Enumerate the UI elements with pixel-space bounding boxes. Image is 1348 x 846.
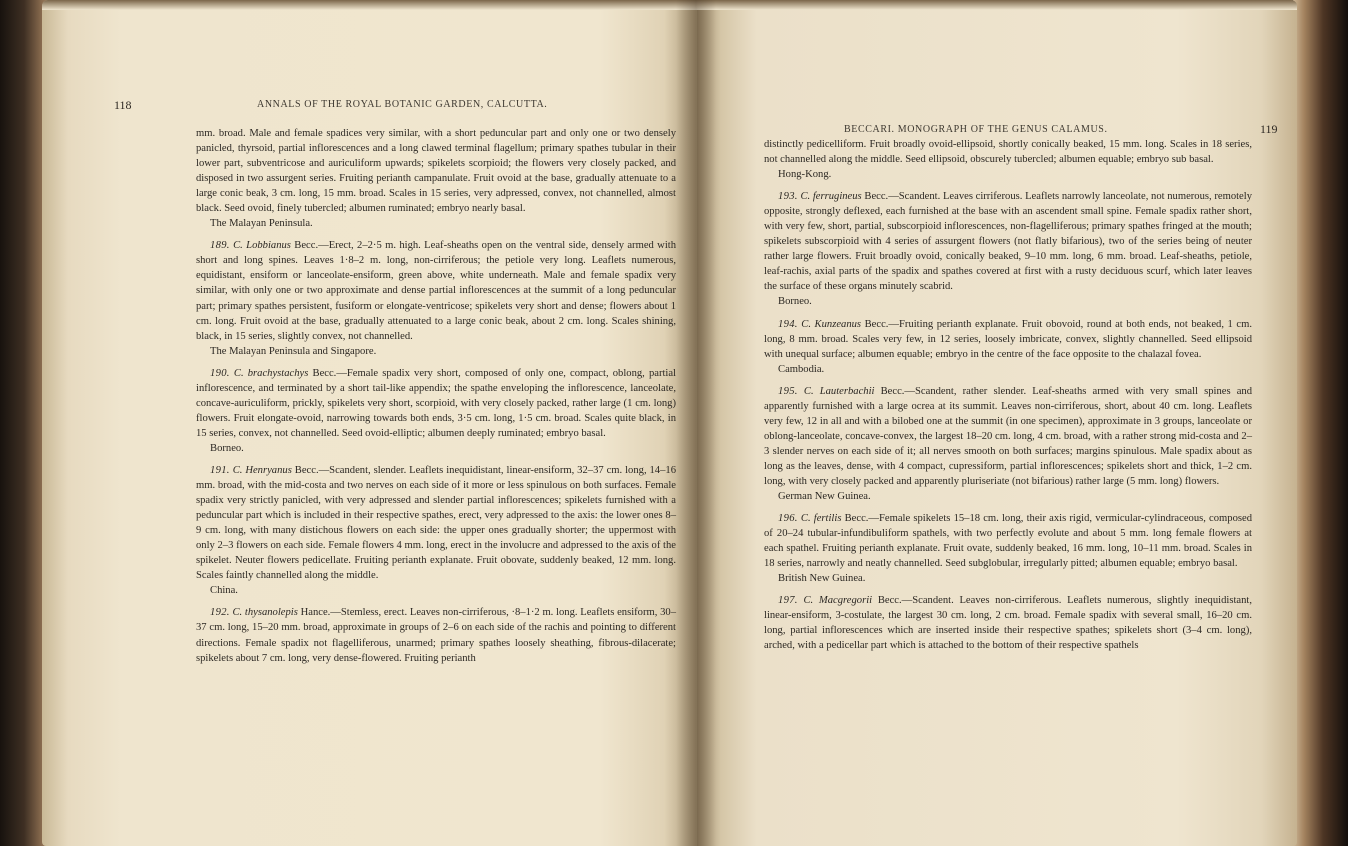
species-number: 195. bbox=[778, 385, 798, 397]
species-entry bbox=[196, 605, 676, 665]
locality: Borneo. bbox=[210, 442, 244, 454]
species-description: Becc.—Scandent. Leaves non-cirriferous. Leaflets numerous, slightly inequidistant, linear-ensiform, 3-costulate, the largest 30 cm. long, 2 cm. broad. Female spadix with several small, 16–20 cm. long, partial inflorescences which are inserted inside their respective spathes; spikelets short (3–4 cm. long), arched, with a pedicellar part which is attached to the bottom of their respective spathels bbox=[764, 595, 1252, 652]
species-number: 189. bbox=[210, 240, 230, 252]
left-page-top-edge bbox=[42, 0, 697, 10]
right-page bbox=[697, 0, 1297, 846]
species-number: 190. bbox=[210, 367, 230, 379]
species-entry bbox=[764, 511, 1252, 571]
running-header: BECCARI. MONOGRAPH OF THE GENUS CALAMUS. bbox=[844, 124, 1108, 135]
species-number: 194. bbox=[778, 318, 798, 330]
species-description: Becc.—Scandent, slender. Leaflets inequidistant, linear-ensiform, 32–37 cm. long, 14–16 mm. broad, with the mid-costa and two nerves on each side of it more or less spinulous on both surfaces. Female spadix very strictly panicled, with very adpressed and slender partial inflorescences; spikelets furnished with a peduncular part which is included in their respective spathes, erect, very adpressed to the axis: the lower ones 8–9 cm. long, with many distichous flowers on each side: the upper ones gradually shorter; the uppermost with only 2–3 flowers on each side. Female flowers 4 mm. long, erect in the involucre and adpressed to the axis of the spikelet. Neuter flowers pedicellate. Fruiting perianth explanate. Fruit obovate, suddenly beaked, 12 mm. long. Scales faintly channelled along the middle. bbox=[196, 464, 676, 582]
species-name: C. Henryanus bbox=[232, 464, 292, 476]
species-entry bbox=[196, 366, 676, 441]
species-entry bbox=[196, 238, 676, 343]
species-number: 196. bbox=[778, 513, 798, 525]
right-page-top-edge bbox=[697, 0, 1297, 10]
locality: Cambodia. bbox=[778, 363, 825, 375]
page-number: 119 bbox=[1260, 122, 1278, 136]
running-header: ANNALS OF THE ROYAL BOTANIC GARDEN, CALCUTTA. bbox=[257, 99, 548, 110]
species-number: 192. bbox=[210, 607, 230, 619]
species-name: C. ferrugineus bbox=[800, 191, 862, 203]
species-description: Becc.—Erect, 2–2·5 m. high. Leaf-sheaths open on the ventral side, densely armed with short and long spines. Leaves 1·8–2 m. long, non-cirriferous; the petiole very long. Leaflets numerous, equidistant, ensiform or lanceolate-ensiform, green above, white underneath. Male and female spadix very similar, with only one or two approximate and dense partial inflorescences at the summit of a long peduncular part; primary spathes persistent, fusiform or elongate-ventricose; spikelets very short and dense; flowers about 1 cm. long. Fruit ovoid at the base, gradually attenuated to a large conic beak, about 2 cm. long. Scales shining, black, in 15 series, slightly convex, not channelled. bbox=[196, 240, 677, 342]
locality: German New Guinea. bbox=[778, 491, 871, 503]
locality: The Malayan Peninsula and Singapore. bbox=[210, 345, 377, 357]
continuation-paragraph: distinctly pedicelliform. Fruit broadly ovoid-ellipsoid, shortly conically beaked, 15 mm. long. Scales in 18 series, not channelled along the middle. Seed ellipsoid, obscurely tubercled; albumen equable; embryo sub basal. bbox=[764, 139, 1252, 166]
locality: Hong-Kong. bbox=[778, 169, 832, 181]
species-name: C. Lobbianus bbox=[233, 240, 291, 252]
species-description: Becc.—Female spadix very short, composed of only one, compact, oblong, partial inflorescence, and terminated by a short tail-like appendix; the spathe enveloping the inflorescence, lanceolate, concave-auriculiform, prickly, spikelets very short, scorpioid, with very closely packed, rather large (1 cm. long) flowers. Fruit elongate-ovoid, narrowing towards both ends, 3·5 cm. long, 1·5 cm. broad. Scales quite black, in 15 series, convex, not channelled. Seed ovoid-elliptic; albumen deeply ruminated; embryo basal. bbox=[196, 367, 677, 439]
species-description: Becc.—Scandent. Leaves cirriferous. Leaflets narrowly lanceolate, not numerous, remotely opposite, strongly deflexed, each furnished at the base with an ascendent small spine. Female spadix rather short, with very few, short, partial, subscorpioid inflorescences, non-flagelliferous; primary spathes fringed at the mouth; spikelets subscorpioid with 4 series of assurgent flowers (not flatly bifarious), two of the series being of neuter rather large flowers. Fruit broadly ovoid, conically beaked, 9–10 mm. long, 6 mm. broad. Leaf-sheaths, petiole, leaf-rachis, axial parts of the spadix and spathes covered at first with a rusty deciduous scurf, which later leaves the surface of these organs minutely scabrid. bbox=[764, 191, 1253, 293]
locality: British New Guinea. bbox=[778, 573, 866, 585]
left-body-text bbox=[196, 126, 676, 666]
species-number: 193. bbox=[778, 191, 798, 203]
right-body-text bbox=[764, 137, 1252, 654]
species-name: C. brachystachys bbox=[233, 367, 309, 379]
species-entry bbox=[196, 463, 676, 583]
locality: The Malayan Peninsula. bbox=[210, 218, 313, 230]
species-entry bbox=[764, 189, 1252, 294]
species-name: C. thysanolepis bbox=[232, 607, 298, 619]
page-number: 118 bbox=[114, 98, 132, 112]
left-page bbox=[42, 0, 697, 846]
species-name: C. Macgregorii bbox=[803, 595, 873, 607]
species-description: Becc.—Female spikelets 15–18 cm. long, their axis rigid, vermicular-cylindraceous, composed of 20–24 tubular-infundibuliform spathels, with two perfectly evolute and about 5 mm. long female flowers at each spathel. Fruiting perianth explanate. Fruit ovate, suddenly beaked, 16 mm. long, 10–11 mm. broad. Scales in 18 series, narrowly and neatly channelled. Seed subglobular, irregularly pitted; albumen equable; embryo basal. bbox=[764, 513, 1252, 570]
continuation-paragraph: mm. broad. Male and female spadices very similar, with a short peduncular part and only one or two densely panicled, thyrsoid, partial inflorescences and a long clawed terminal flagellum; primary spathes tubular in their lower part, subventricose and auriculiform upwards; spikelets scorpioid; the flowers very closely packed, and disposed in two assurgent series. Fruiting perianth campanulate. Fruit ovoid at the base, gradually attenuate to a large conic beak, 3 cm. long, 15 mm. broad. Scales in 15 series, very adpressed, convex, not channelled, almost black. Seed ovoid, finely tubercled; albumen ruminated; embryo nearly basal. bbox=[196, 128, 676, 215]
species-name: C. Lauterbachii bbox=[803, 385, 875, 397]
species-description: Becc.—Scandent, rather slender. Leaf-sheaths armed with very small spines and apparently furnished with a large ocrea at its summit. Leaves non-cirriferous, short, about 40 cm. long. Leaflets very few, 12 in all and with a bilobed one at the summit (in one specimen), approximate in 3 groups, lanceolate or oblong-lanceolate, concave-convex, the largest 18–20 cm. long, 4 cm. broad, with a rather strong mid-costa and 2–3 slender nerves on each side of it; all nerves smooth on both surfaces; margins spinulous. Male spadix about as long as the leaves, dense, with 4 compact, cupressiform, partial inflorescences; spikelets short and thick, 1–2 cm. long, with very closely packed and apparently pluriseriate (not bifarious) rather large (5 mm. long) flowers. bbox=[764, 385, 1252, 487]
species-name: C. Kunzeanus bbox=[801, 318, 862, 330]
species-number: 191. bbox=[210, 464, 230, 476]
species-description: Becc.—Fruiting perianth explanate. Fruit obovoid, round at both ends, not beaked, 1 cm. long, 8 mm. broad. Scales very few, in 12 series, loosely imbricate, convex, slightly channelled. Seed ellipsoid with unequal surface; albumen equable; embryo in the centre of the face opposite to the chalazal fovea. bbox=[764, 318, 1252, 360]
species-name: C. fertilis bbox=[800, 513, 842, 525]
species-entry bbox=[764, 384, 1252, 489]
species-entry bbox=[764, 593, 1252, 653]
species-entry bbox=[764, 317, 1252, 362]
locality: Borneo. bbox=[778, 296, 812, 308]
species-number: 197. bbox=[778, 595, 798, 607]
locality: China. bbox=[210, 585, 238, 597]
species-description: Hance.—Stemless, erect. Leaves non-cirriferous, ·8–1·2 m. long. Leaflets ensiform, 30–37 cm. long, 15–20 mm. broad, approximate in groups of 2–6 on each side of the rachis and pointing to different directions. Female spadix not flagelliferous, unarmed; primary spathes loosely sheathing, fibrous-dilacerate; spikelets about 7 cm. long, very dense-flowered. Fruiting perianth bbox=[196, 607, 676, 664]
right-cover-edge bbox=[1293, 0, 1348, 846]
